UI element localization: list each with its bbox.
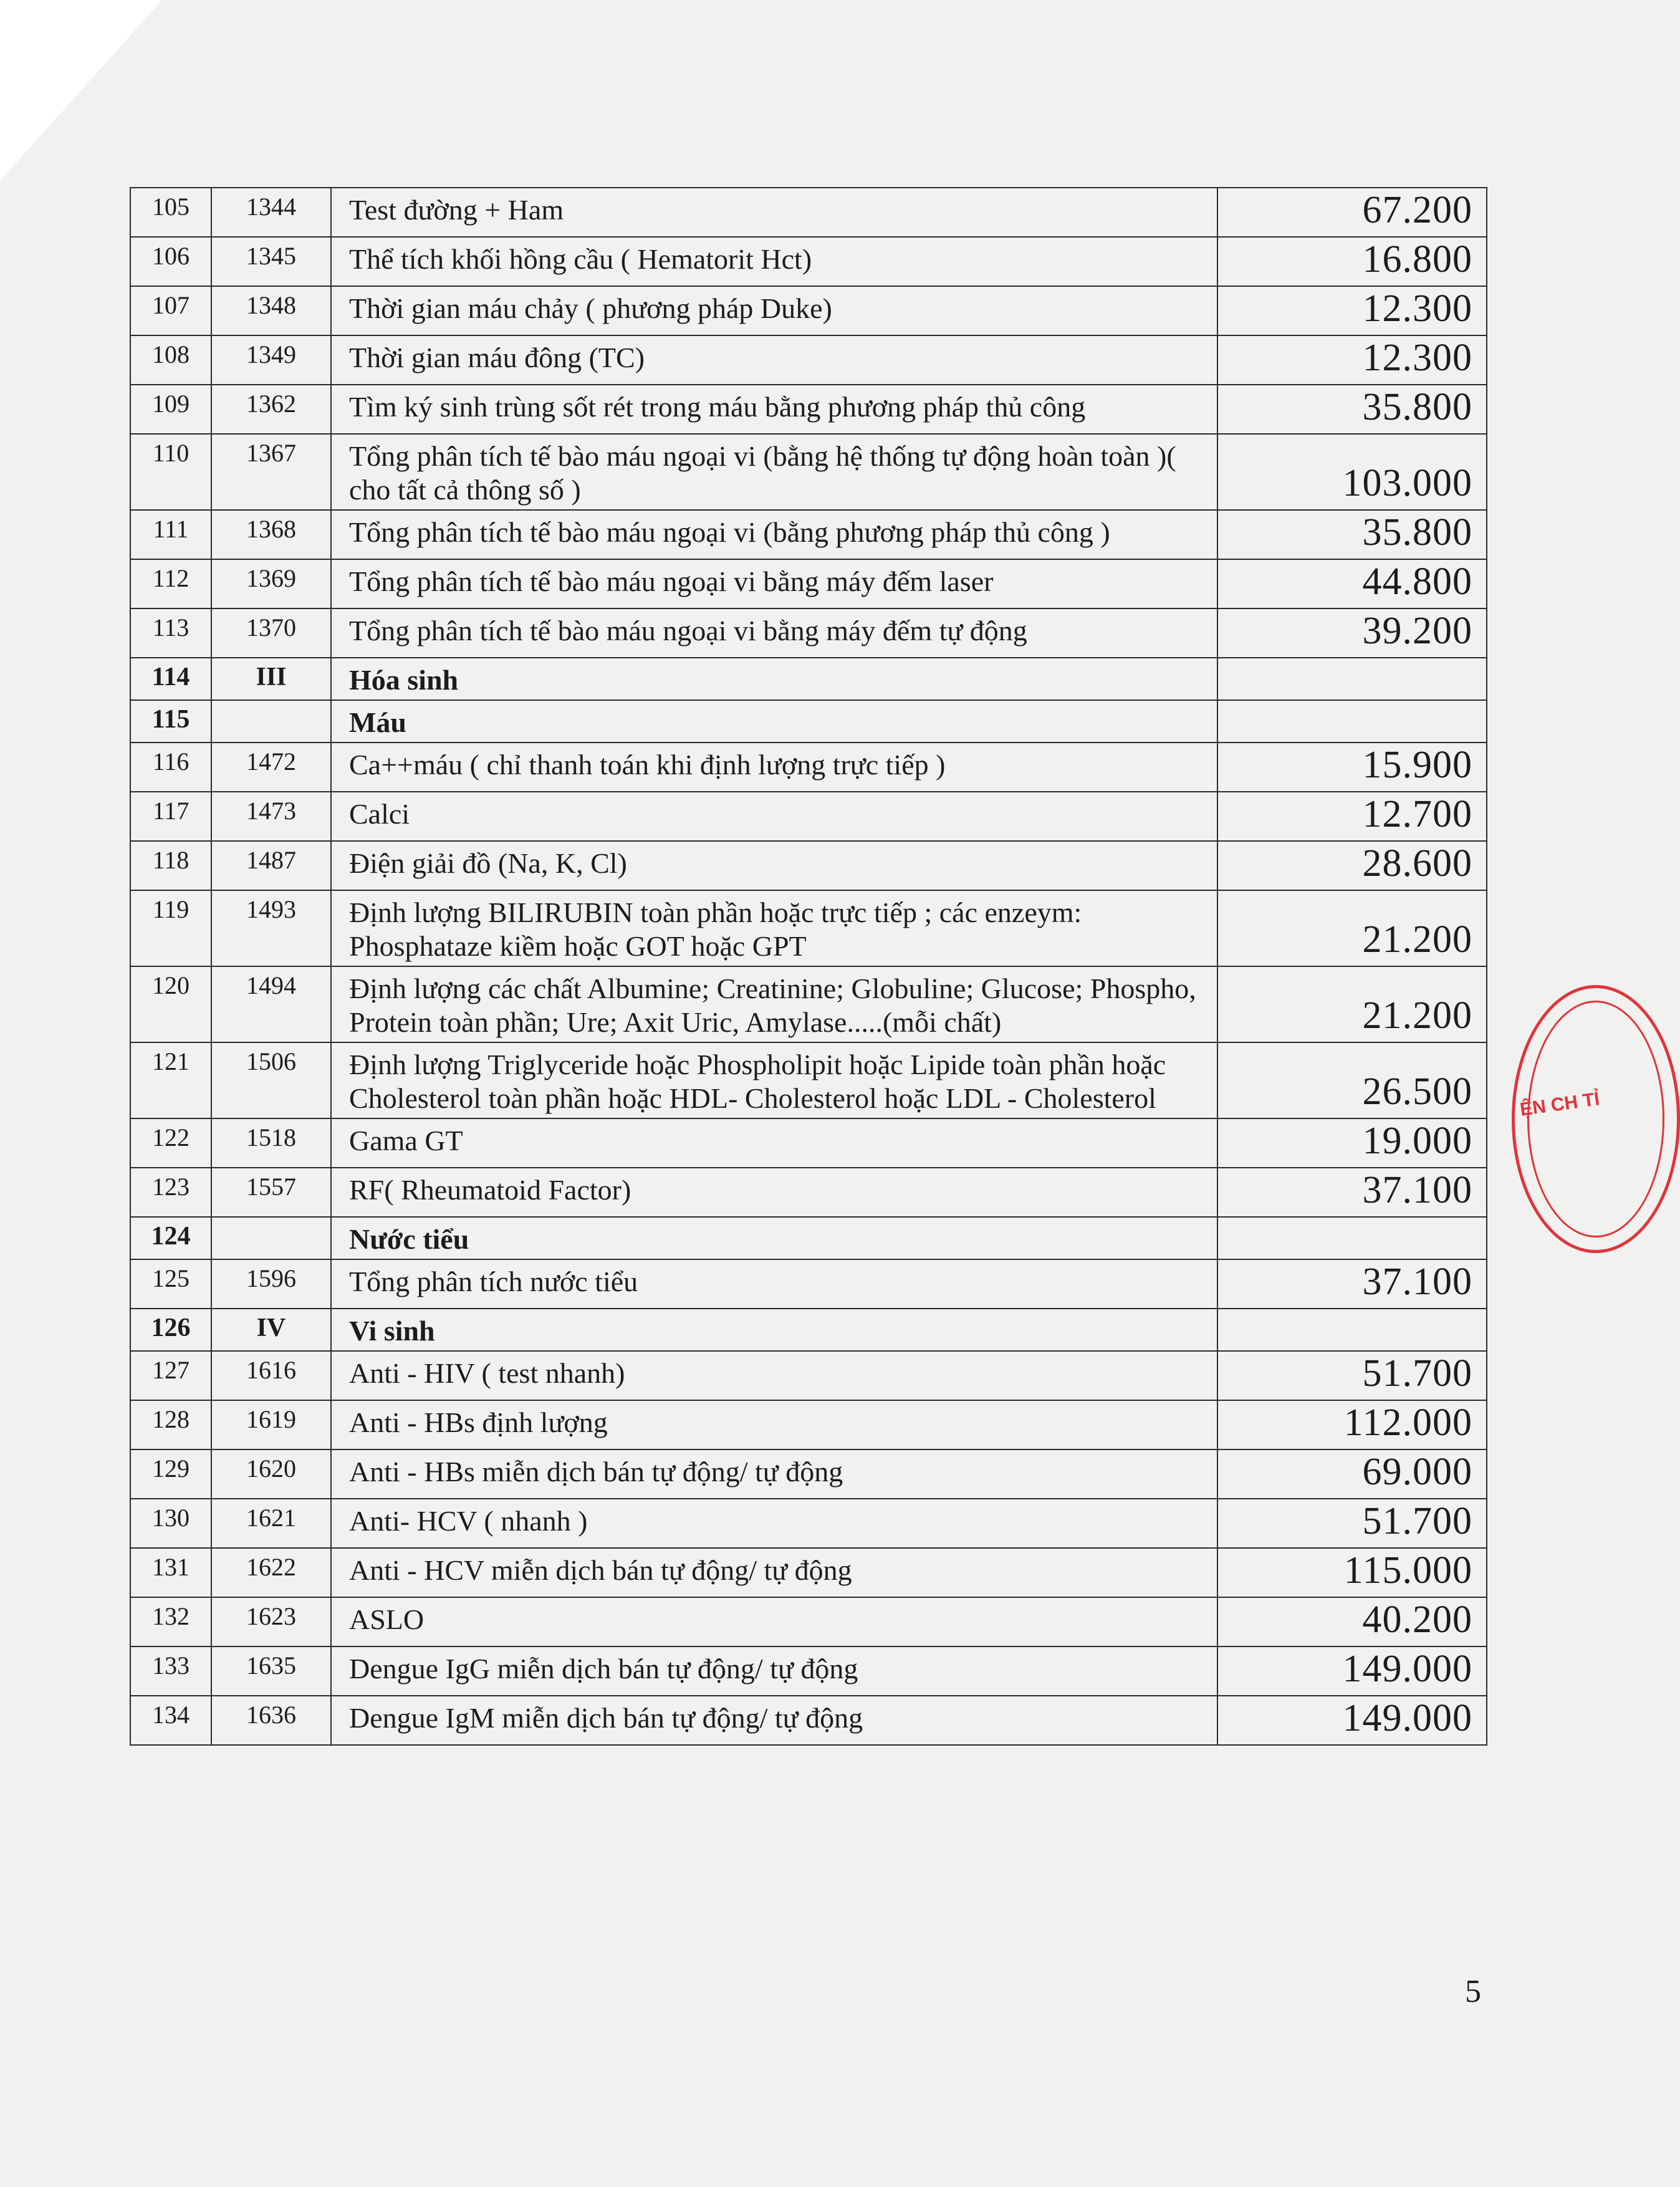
service-name-cell: Tổng phân tích tế bào máu ngoại vi (bằng hệ thống tự động hoàn toàn )( cho tất cả thông số ) xyxy=(331,434,1217,510)
price-cell: 69.000 xyxy=(1217,1449,1487,1499)
table-row xyxy=(130,743,1487,792)
price-table xyxy=(130,187,1487,1746)
service-code-cell: IV xyxy=(211,1309,331,1351)
service-code-cell: 1369 xyxy=(211,559,331,608)
service-code-cell: 1636 xyxy=(211,1696,331,1745)
service-name-cell: Anti- HCV ( nhanh ) xyxy=(331,1499,1217,1548)
table-row xyxy=(130,335,1487,385)
service-code-cell xyxy=(211,1217,331,1259)
service-name-cell: Tổng phân tích tế bào máu ngoại vi (bằng phương pháp thủ công ) xyxy=(331,510,1217,559)
service-code-cell: 1622 xyxy=(211,1548,331,1597)
row-index-cell: 112 xyxy=(130,559,211,608)
service-name-cell: Gama GT xyxy=(331,1118,1217,1168)
service-code-cell: 1348 xyxy=(211,286,331,335)
row-index-cell: 126 xyxy=(130,1309,211,1351)
price-cell: 21.200 xyxy=(1217,966,1487,1042)
service-code-cell xyxy=(211,700,331,743)
row-index-cell: 115 xyxy=(130,700,211,743)
table-row xyxy=(130,1400,1487,1449)
row-index-cell: 111 xyxy=(130,510,211,559)
row-index-cell: 108 xyxy=(130,335,211,385)
price-cell: 15.900 xyxy=(1217,743,1487,792)
service-code-cell: 1345 xyxy=(211,237,331,286)
service-name-cell: Nước tiểu xyxy=(331,1217,1217,1259)
table-row xyxy=(130,1351,1487,1400)
table-row xyxy=(130,1042,1487,1118)
price-cell: 35.800 xyxy=(1217,510,1487,559)
table-row xyxy=(130,658,1487,700)
table-row xyxy=(130,890,1487,966)
service-code-cell: 1344 xyxy=(211,188,331,237)
price-cell: 44.800 xyxy=(1217,559,1487,608)
row-index-cell: 132 xyxy=(130,1597,211,1646)
service-name-cell: Định lượng Triglyceride hoặc Phospholipit hoặc Lipide toàn phần hoặc Cholesterol toàn phần hoặc HDL- Cholesterol hoặc LDL - Cholesterol xyxy=(331,1042,1217,1118)
table-row xyxy=(130,1168,1487,1217)
service-name-cell: Test đường + Ham xyxy=(331,188,1217,237)
price-cell xyxy=(1217,700,1487,743)
service-code-cell: 1635 xyxy=(211,1646,331,1696)
service-name-cell: Anti - HIV ( test nhanh) xyxy=(331,1351,1217,1400)
price-cell: 16.800 xyxy=(1217,237,1487,286)
table-row xyxy=(130,700,1487,743)
table-row xyxy=(130,1217,1487,1259)
red-seal-text: ỆN CH TỈ xyxy=(1519,1089,1601,1120)
price-cell: 51.700 xyxy=(1217,1351,1487,1400)
table-row xyxy=(130,1499,1487,1548)
row-index-cell: 122 xyxy=(130,1118,211,1168)
price-cell xyxy=(1217,1309,1487,1351)
price-cell: 37.100 xyxy=(1217,1259,1487,1309)
price-cell: 35.800 xyxy=(1217,385,1487,434)
service-name-cell: Thời gian máu chảy ( phương pháp Duke) xyxy=(331,286,1217,335)
row-index-cell: 116 xyxy=(130,743,211,792)
red-seal-inner-ring xyxy=(1527,1001,1664,1238)
service-code-cell: 1487 xyxy=(211,841,331,890)
service-code-cell: 1506 xyxy=(211,1042,331,1118)
table-row xyxy=(130,1597,1487,1646)
table-row xyxy=(130,1449,1487,1499)
service-code-cell: 1621 xyxy=(211,1499,331,1548)
price-table-body xyxy=(130,188,1487,1745)
row-index-cell: 127 xyxy=(130,1351,211,1400)
row-index-cell: 131 xyxy=(130,1548,211,1597)
price-cell: 26.500 xyxy=(1217,1042,1487,1118)
price-cell: 19.000 xyxy=(1217,1118,1487,1168)
service-name-cell: Anti - HBs miễn dịch bán tự động/ tự động xyxy=(331,1449,1217,1499)
service-code-cell: 1472 xyxy=(211,743,331,792)
price-cell: 12.300 xyxy=(1217,286,1487,335)
service-code-cell: 1367 xyxy=(211,434,331,510)
service-code-cell: 1494 xyxy=(211,966,331,1042)
price-cell: 39.200 xyxy=(1217,608,1487,658)
table-row xyxy=(130,1646,1487,1696)
service-name-cell: Định lượng các chất Albumine; Creatinine; Globuline; Glucose; Phospho, Protein toàn phần; Ure; Axit Uric, Amylase.....(mỗi chất) xyxy=(331,966,1217,1042)
row-index-cell: 106 xyxy=(130,237,211,286)
table-row xyxy=(130,792,1487,841)
row-index-cell: 117 xyxy=(130,792,211,841)
row-index-cell: 133 xyxy=(130,1646,211,1696)
service-name-cell: Anti - HCV miễn dịch bán tự động/ tự động xyxy=(331,1548,1217,1597)
price-cell: 149.000 xyxy=(1217,1646,1487,1696)
service-name-cell: Anti - HBs định lượng xyxy=(331,1400,1217,1449)
table-row xyxy=(130,966,1487,1042)
service-name-cell: ASLO xyxy=(331,1597,1217,1646)
row-index-cell: 125 xyxy=(130,1259,211,1309)
row-index-cell: 121 xyxy=(130,1042,211,1118)
service-code-cell: 1596 xyxy=(211,1259,331,1309)
price-cell: 12.700 xyxy=(1217,792,1487,841)
folded-page-corner xyxy=(0,0,162,181)
service-code-cell: III xyxy=(211,658,331,700)
row-index-cell: 113 xyxy=(130,608,211,658)
table-row xyxy=(130,286,1487,335)
row-index-cell: 120 xyxy=(130,966,211,1042)
price-cell: 12.300 xyxy=(1217,335,1487,385)
table-row xyxy=(130,1118,1487,1168)
table-row xyxy=(130,434,1487,510)
price-cell: 28.600 xyxy=(1217,841,1487,890)
service-name-cell: Định lượng BILIRUBIN toàn phần hoặc trực tiếp ; các enzeym: Phosphataze kiềm hoặc GOT hoặc GPT xyxy=(331,890,1217,966)
service-name-cell: Dengue IgG miễn dịch bán tự động/ tự động xyxy=(331,1646,1217,1696)
service-code-cell: 1362 xyxy=(211,385,331,434)
service-name-cell: Tổng phân tích nước tiểu xyxy=(331,1259,1217,1309)
service-name-cell: Ca++máu ( chỉ thanh toán khi định lượng trực tiếp ) xyxy=(331,743,1217,792)
table-row xyxy=(130,510,1487,559)
row-index-cell: 114 xyxy=(130,658,211,700)
price-cell: 21.200 xyxy=(1217,890,1487,966)
service-code-cell: 1518 xyxy=(211,1118,331,1168)
price-cell: 37.100 xyxy=(1217,1168,1487,1217)
service-name-cell: Calci xyxy=(331,792,1217,841)
table-row xyxy=(130,237,1487,286)
service-name-cell: Điện giải đồ (Na, K, Cl) xyxy=(331,841,1217,890)
service-name-cell: Hóa sinh xyxy=(331,658,1217,700)
row-index-cell: 107 xyxy=(130,286,211,335)
price-cell xyxy=(1217,1217,1487,1259)
table-row xyxy=(130,841,1487,890)
table-row xyxy=(130,188,1487,237)
row-index-cell: 119 xyxy=(130,890,211,966)
table-row xyxy=(130,1696,1487,1745)
row-index-cell: 110 xyxy=(130,434,211,510)
table-row xyxy=(130,385,1487,434)
service-name-cell: RF( Rheumatoid Factor) xyxy=(331,1168,1217,1217)
service-name-cell: Tổng phân tích tế bào máu ngoại vi bằng máy đếm tự động xyxy=(331,608,1217,658)
service-name-cell: Máu xyxy=(331,700,1217,743)
service-code-cell: 1368 xyxy=(211,510,331,559)
price-cell: 67.200 xyxy=(1217,188,1487,237)
table-row xyxy=(130,1309,1487,1351)
service-code-cell: 1619 xyxy=(211,1400,331,1449)
price-cell: 51.700 xyxy=(1217,1499,1487,1548)
service-code-cell: 1473 xyxy=(211,792,331,841)
price-cell: 103.000 xyxy=(1217,434,1487,510)
service-code-cell: 1493 xyxy=(211,890,331,966)
table-row xyxy=(130,1548,1487,1597)
row-index-cell: 105 xyxy=(130,188,211,237)
service-name-cell: Thể tích khối hồng cầu ( Hematorit Hct) xyxy=(331,237,1217,286)
table-row xyxy=(130,608,1487,658)
table-row xyxy=(130,1259,1487,1309)
service-name-cell: Dengue IgM miễn dịch bán tự động/ tự động xyxy=(331,1696,1217,1745)
service-code-cell: 1557 xyxy=(211,1168,331,1217)
price-cell: 112.000 xyxy=(1217,1400,1487,1449)
service-name-cell: Tìm ký sinh trùng sốt rét trong máu bằng phương pháp thủ công xyxy=(331,385,1217,434)
row-index-cell: 129 xyxy=(130,1449,211,1499)
price-cell: 115.000 xyxy=(1217,1548,1487,1597)
service-code-cell: 1623 xyxy=(211,1597,331,1646)
service-code-cell: 1620 xyxy=(211,1449,331,1499)
price-cell: 149.000 xyxy=(1217,1696,1487,1745)
page-number: 5 xyxy=(1465,1974,1481,2009)
price-cell xyxy=(1217,658,1487,700)
service-name-cell: Thời gian máu đông (TC) xyxy=(331,335,1217,385)
row-index-cell: 130 xyxy=(130,1499,211,1548)
service-code-cell: 1370 xyxy=(211,608,331,658)
row-index-cell: 124 xyxy=(130,1217,211,1259)
row-index-cell: 134 xyxy=(130,1696,211,1745)
row-index-cell: 128 xyxy=(130,1400,211,1449)
service-name-cell: Vi sinh xyxy=(331,1309,1217,1351)
row-index-cell: 123 xyxy=(130,1168,211,1217)
table-row xyxy=(130,559,1487,608)
price-cell: 40.200 xyxy=(1217,1597,1487,1646)
service-name-cell: Tổng phân tích tế bào máu ngoại vi bằng máy đếm laser xyxy=(331,559,1217,608)
service-code-cell: 1616 xyxy=(211,1351,331,1400)
row-index-cell: 109 xyxy=(130,385,211,434)
service-code-cell: 1349 xyxy=(211,335,331,385)
row-index-cell: 118 xyxy=(130,841,211,890)
red-seal-stamp xyxy=(1512,985,1680,1253)
